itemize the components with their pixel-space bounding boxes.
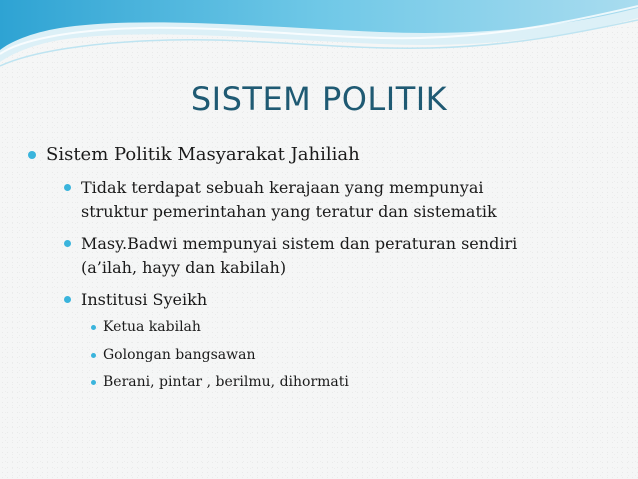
header-wave-decoration [0, 0, 638, 80]
bullet-icon [91, 353, 96, 358]
bullet-icon [91, 380, 96, 385]
list-item-level2: Institusi Syeikh [81, 290, 208, 309]
list-item-level1: Sistem Politik Masyarakat Jahiliah [46, 144, 360, 165]
list-item-level3: Berani, pintar , berilmu, dihormati [103, 374, 349, 390]
list-item-level3: Ketua kabilah [103, 319, 201, 335]
list-item-level2-continued: struktur pemerintahan yang teratur dan sistematik [81, 202, 497, 221]
slide-title: SISTEM POLITIK [190, 80, 448, 118]
bullet-icon [64, 240, 71, 247]
list-item-level2: Tidak terdapat sebuah kerajaan yang mempunyai [81, 178, 484, 197]
bullet-icon [28, 151, 36, 159]
bullet-icon [64, 184, 71, 191]
bullet-icon [64, 296, 71, 303]
list-item-level2: Masy.Badwi mempunyai sistem dan peraturan sendiri [81, 234, 518, 253]
list-item-level3: Golongan bangsawan [103, 347, 256, 363]
bullet-icon [91, 325, 96, 330]
list-item-level2-continued: (a’ilah, hayy dan kabilah) [81, 258, 287, 277]
